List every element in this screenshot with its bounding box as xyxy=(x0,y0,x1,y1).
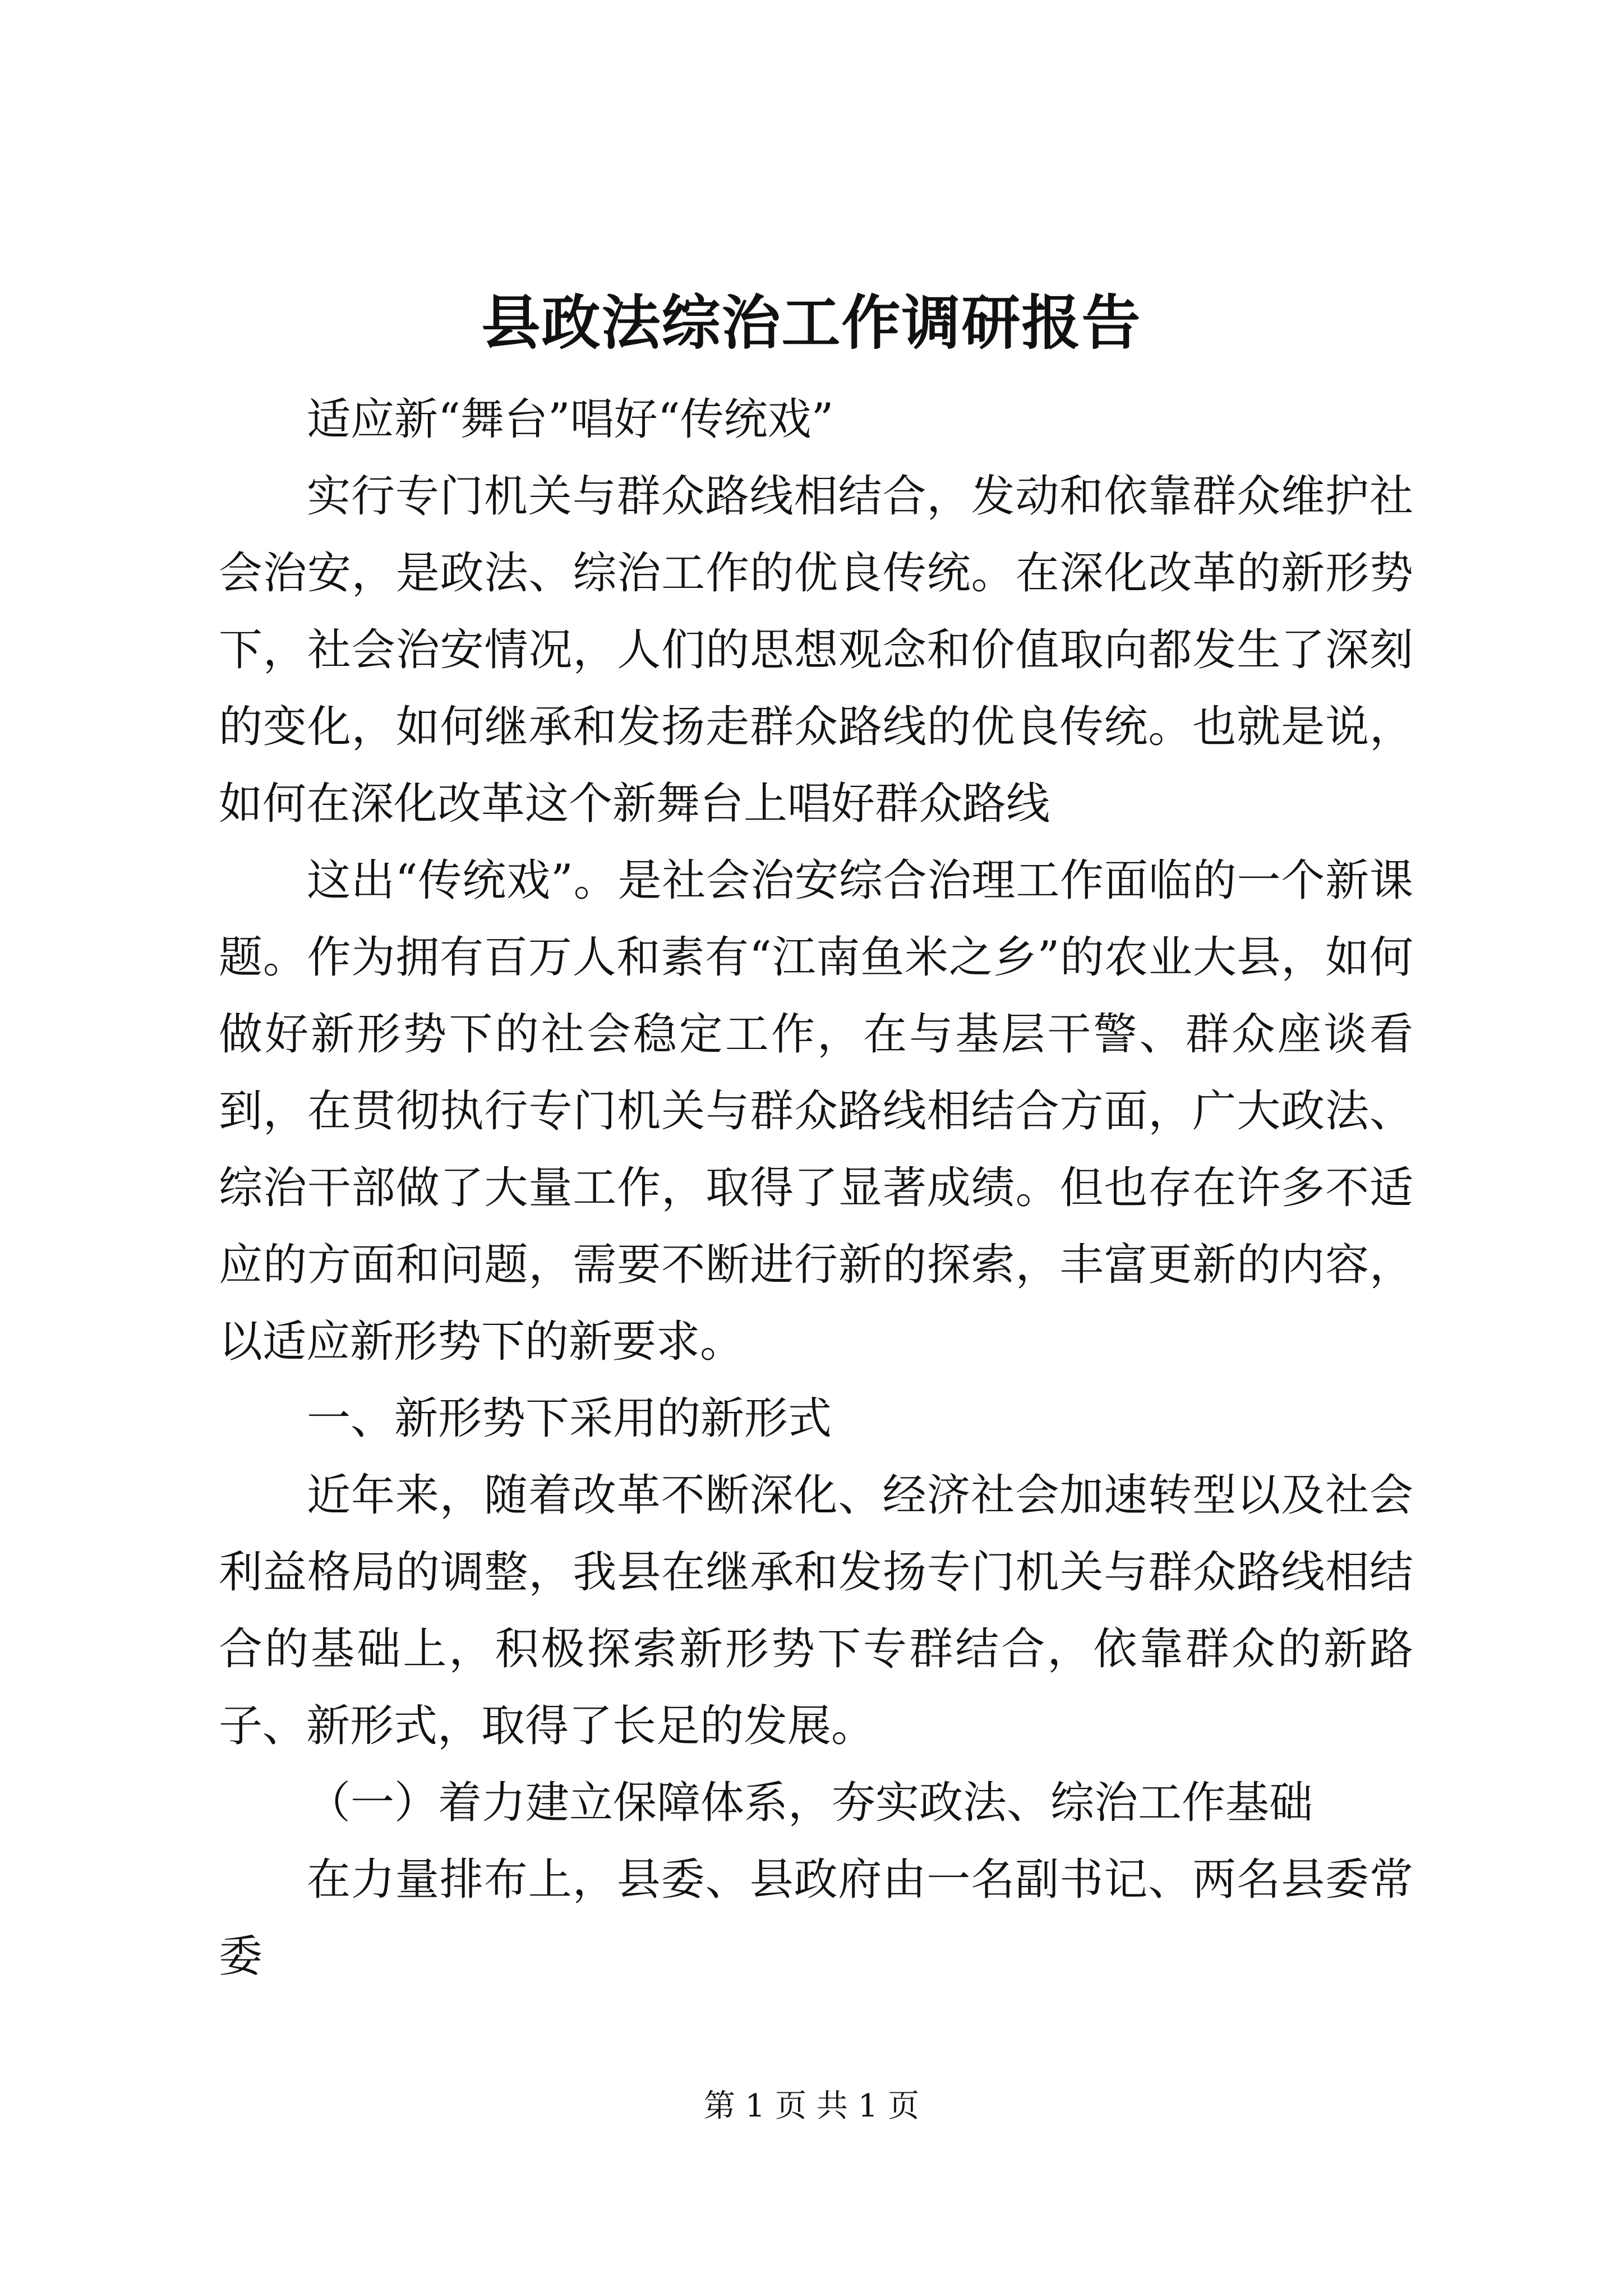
paragraph: 近年来，随着改革不断深化、经济社会加速转型以及社会利益格局的调整，我县在继承和发扬专门机关与群众路线相结合的基础上，积极探索新形势下专群结合，依靠群众的新路子、新形式，取得了长足的发展。 xyxy=(219,1470,1413,1751)
paragraph: 这出“传统戏”。是社会治安综合治理工作面临的一个新课题。作为拥有百万人和素有“江南鱼米之乡”的农业大县，如何做好新形势下的社会稳定工作，在与基层干警、群众座谈看到，在贯彻执行专门机关与群众路线相结合方面，广大政法、综治干部做了大量工作，取得了显著成绩。但也存在许多不适应的方面和问题，需要不断进行新的探索，丰富更新的内容，以适应新形势下的新要求。 xyxy=(219,855,1413,1367)
document-title: 县政法综治工作调研报告 xyxy=(481,288,1142,357)
page-footer: 第 1 页 共 1 页 xyxy=(703,2088,920,2124)
document-body xyxy=(219,381,1413,1995)
subsection-heading: （一）着力建立保障体系，夯实政法、综治工作基础 xyxy=(307,1778,1313,1828)
paragraph: 在力量排布上，县委、县政府由一名副书记、两名县委常委 xyxy=(219,1855,1413,1982)
paragraph: 实行专门机关与群众路线相结合，发动和依靠群众维护社会治安，是政法、综治工作的优良传统。在深化改革的新形势下，社会治安情况，人们的思想观念和价值取向都发生了深刻的变化，如何继承和发扬走群众路线的优良传统。也就是说，如何在深化改革这个新舞台上唱好群众路线 xyxy=(219,471,1413,829)
section-heading: 一、新形势下采用的新形式 xyxy=(307,1393,832,1444)
paragraph-subtitle: 适应新“舞台”唱好“传统戏” xyxy=(307,394,834,445)
